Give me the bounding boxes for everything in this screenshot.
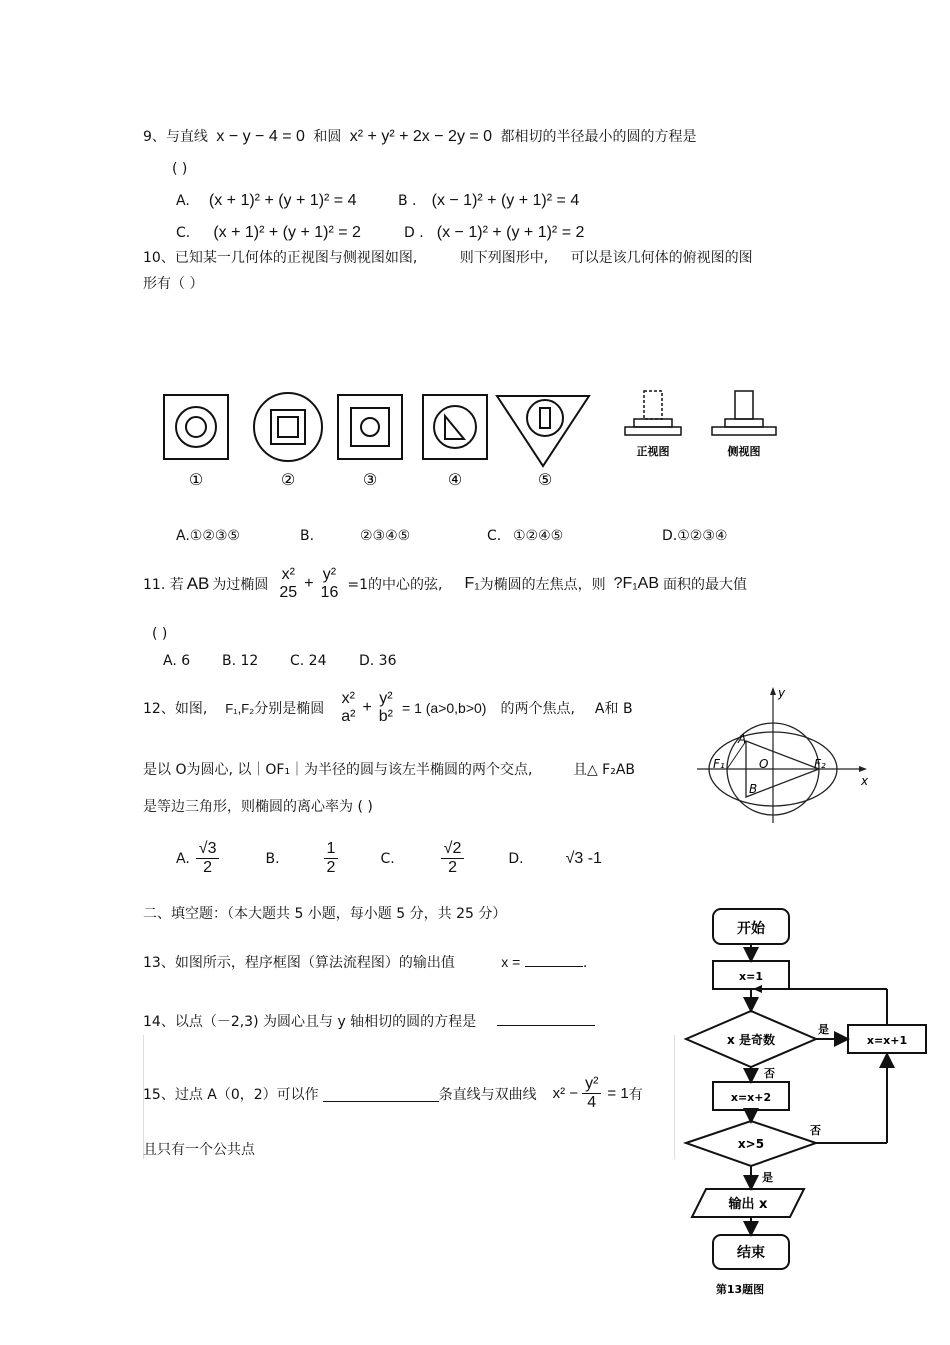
q10-figures (155, 385, 785, 495)
flow-init-label: x=1 (739, 970, 763, 983)
q12-frac-x (338, 690, 358, 726)
q12-stem-c: 的两个焦点, (500, 701, 575, 717)
q9-opt-d: (x − 1)² + (y + 1)² = 2 (436, 224, 585, 241)
q15-y-den: 4 (587, 1094, 597, 1111)
q12-opt-d: √3 -1 (565, 849, 602, 867)
q11-triangle: ?F₁AB (613, 575, 660, 592)
q11-plus: + (304, 575, 314, 592)
q14-text: 14、以点（－2,3) 为圆心且与 y 轴相切的圆的方程是 (143, 1014, 477, 1030)
flow-inc2-label: x=x+2 (730, 1091, 772, 1104)
q15 (143, 1075, 643, 1112)
flow-output-label: 输出 x (728, 1197, 768, 1212)
q9-opt-b: (x − 1)² + (y + 1)² = 4 (431, 192, 580, 209)
figure-4-label: ④ (447, 470, 463, 489)
q11-opt-c: C. 24 (290, 653, 327, 669)
q12-y-num: y² (379, 690, 393, 707)
q11-opt-b: B. 12 (222, 653, 259, 669)
q9-stem-b: 和圆 (313, 129, 342, 145)
q12-frac-y (376, 690, 396, 726)
q10-opt-d: D.①②③④ (662, 528, 728, 544)
figure-2-label: ② (280, 470, 296, 489)
q12-line2-a: 是以 O为圆心, 以｜OF₁｜为半径的圆与该左半椭圆的两个交点, (143, 762, 533, 778)
q12-opt-a-label: A. (176, 850, 190, 867)
q13-text: 13、如图所示，程序框图（算法流程图）的输出值 (143, 955, 455, 971)
flow-yes2-label: 是 (762, 1171, 773, 1184)
q12-stem-d: A和 B (594, 701, 633, 717)
q15-text-a: 15、过点 A（0，2）可以作 (143, 1086, 319, 1103)
q10-opt-b-label: B. (300, 528, 315, 544)
q12-y-den: b² (378, 708, 394, 725)
q10-line2: 形有（ ） (143, 276, 204, 292)
q11-opt-d: D. 36 (359, 653, 397, 669)
q14-answer-blank[interactable] (497, 1025, 595, 1026)
q12-opt-a-frac (196, 840, 220, 877)
q12-opt-c-label: C. (380, 850, 395, 867)
q9-opt-d-label: D . (404, 225, 424, 241)
y-axis-arrow (770, 687, 776, 695)
q12-opt-a-num: √3 (196, 840, 220, 859)
q10-line1-b: 则下列图形中, (459, 250, 549, 266)
front-view (625, 391, 681, 435)
q12-opt-b-den: 2 (326, 859, 336, 876)
label-a: A (738, 732, 747, 746)
q9-opt-c-label: C. (176, 225, 191, 241)
q12-x-den: a² (341, 708, 356, 725)
q13-answer-blank[interactable] (525, 966, 583, 967)
q12-stem: 12、如图, F₁,F₂ 分别是椭圆 x² a² + y² b² = 1 (a>0,b>0) 的两个焦点, A和 B (143, 690, 633, 725)
q11-x-den: 25 (279, 584, 298, 601)
q11-stem-d: 为椭圆的左焦点，则 (479, 577, 606, 593)
label-o: O (759, 757, 769, 771)
q11-y-den: 16 (320, 584, 339, 601)
figure-1 (164, 395, 228, 459)
q15-text-c: 有 (628, 1086, 643, 1103)
figure-3 (338, 395, 402, 459)
loop-arrowhead (753, 985, 762, 993)
figure-5 (497, 396, 589, 466)
q12-stem-a: 12、如图, (143, 701, 208, 717)
q10-opt-c-label: C. (487, 528, 502, 544)
q12-opt-c-den: 2 (448, 859, 457, 876)
q15-frac-y (582, 1075, 601, 1112)
q12-opt-b-label: B. (265, 850, 280, 867)
q12-opt-c-frac (441, 840, 465, 877)
q13-flowchart (680, 905, 940, 1305)
q12-opt-b-num: 1 (324, 840, 339, 859)
x-axis-arrow (859, 766, 867, 772)
q10-opt-c: ①②④⑤ (513, 528, 564, 544)
flow-cond2-label: x>5 (737, 1137, 765, 1151)
q14 (143, 1011, 595, 1031)
q11-frac-x (276, 566, 300, 602)
q15-text-b: 条直线与双曲线 (438, 1086, 537, 1103)
q12-foci: F₁,F₂ (225, 700, 255, 716)
q11-opt-a: A. 6 (163, 653, 191, 669)
label-y: y (778, 686, 786, 700)
figure-3-label: ③ (362, 470, 378, 489)
side-view-label: 侧视图 (727, 445, 761, 458)
q9-circle-eq: x² + y² + 2x − 2y = 0 (349, 128, 493, 145)
q11-stem-a: 11. 若 (143, 577, 184, 593)
q9-option-b (398, 190, 579, 210)
figure-5-label: ⑤ (537, 470, 553, 489)
flow-end-label: 结束 (737, 1245, 765, 1261)
q11-ab: AB (186, 574, 210, 593)
q11-x-num: x² (281, 566, 295, 583)
q11-stem-e: 面积的最大值 (663, 577, 748, 593)
q9-paren: ( ) (172, 161, 188, 177)
flow-inc1-label: x=x+1 (866, 1034, 908, 1047)
label-b: B (749, 782, 758, 796)
q11-paren: ( ) (152, 626, 168, 642)
q9-opt-a-label: A. (176, 193, 190, 209)
figure-2 (254, 393, 322, 461)
figure-1-label: ① (188, 470, 204, 489)
q9-opt-b-label: B . (398, 193, 417, 209)
q15-eq: = 1 (607, 1085, 629, 1102)
q9-line-eq: x − y − 4 = 0 (216, 128, 305, 145)
q15-answer-blank[interactable] (323, 1085, 439, 1102)
q11-frac-y (318, 566, 342, 602)
q13-end: . (582, 955, 588, 971)
q12-opt-c-num: √2 (441, 840, 465, 859)
q9-option-a (176, 190, 356, 210)
q12-x-num: x² (341, 690, 355, 707)
q9-opt-c: (x + 1)² + (y + 1)² = 2 (213, 224, 361, 241)
flow-cond1-label: x 是奇数 (727, 1033, 775, 1047)
side-view (712, 391, 776, 435)
q9-option-c (176, 222, 361, 242)
q9-option-d (404, 222, 584, 242)
q10-line1 (143, 247, 753, 267)
q10-opt-b: ②③④⑤ (360, 528, 411, 544)
q11-y-num: y² (322, 566, 337, 583)
q9-stem-a: 9、与直线 (143, 129, 208, 145)
q12-opt-b-frac (324, 840, 339, 877)
q9-stem-c: 都相切的半径最小的圆的方程是 (500, 129, 697, 145)
flow-no2-label: 否 (810, 1124, 821, 1137)
front-view-label: 正视图 (636, 445, 670, 458)
q12-opt-a-den: 2 (203, 859, 213, 876)
q11-stem-b: 为过椭圆 (212, 577, 269, 593)
q10-line1-a: 10、已知某一几何体的正视图与侧视图如图, (143, 250, 418, 266)
q13 (143, 952, 587, 972)
figure-4 (423, 395, 487, 459)
flowchart-caption: 第13题图 (715, 1283, 765, 1296)
q11-f1: F₁ (464, 575, 480, 592)
q12-options (176, 840, 656, 877)
q15-x2: x² − (552, 1085, 579, 1102)
q15-line2: 且只有一个公共点 (143, 1142, 255, 1158)
q12-line3: 是等边三角形，则椭圆的离心率为 ( ) (143, 799, 373, 815)
q9-stem (143, 126, 697, 146)
q15-y-num: y² (582, 1075, 601, 1094)
q12-opt-d-label: D. (508, 850, 524, 867)
q10-line1-c: 可以是该几何体的俯视图的图 (570, 250, 753, 266)
q11-stem (143, 566, 747, 602)
q12-ellipse-figure (693, 685, 878, 825)
q11-stem-c: =1的中心的弦, (347, 577, 443, 593)
q13-x-eq: x = (501, 954, 521, 970)
q12-stem-b: 分别是椭圆 (254, 701, 325, 717)
flow-start-label: 开始 (737, 921, 765, 937)
section-2-heading: 二、填空题：（本大题共 5 小题，每小题 5 分，共 25 分） (143, 906, 507, 922)
q12-line2 (143, 759, 635, 779)
q12-eq: = 1 (a>0,b>0) (402, 700, 487, 716)
q9-opt-a: (x + 1)² + (y + 1)² = 4 (208, 192, 357, 209)
flow-no1-label: 否 (764, 1067, 775, 1080)
q10-opt-a: A.①②③⑤ (176, 528, 240, 544)
label-x: x (861, 774, 869, 788)
q12-line2-b: 且△ F₂AB (572, 762, 636, 778)
flow-yes1-label: 是 (818, 1023, 829, 1036)
label-f2: F₂ (814, 757, 826, 771)
label-f1: F₁ (713, 757, 725, 771)
